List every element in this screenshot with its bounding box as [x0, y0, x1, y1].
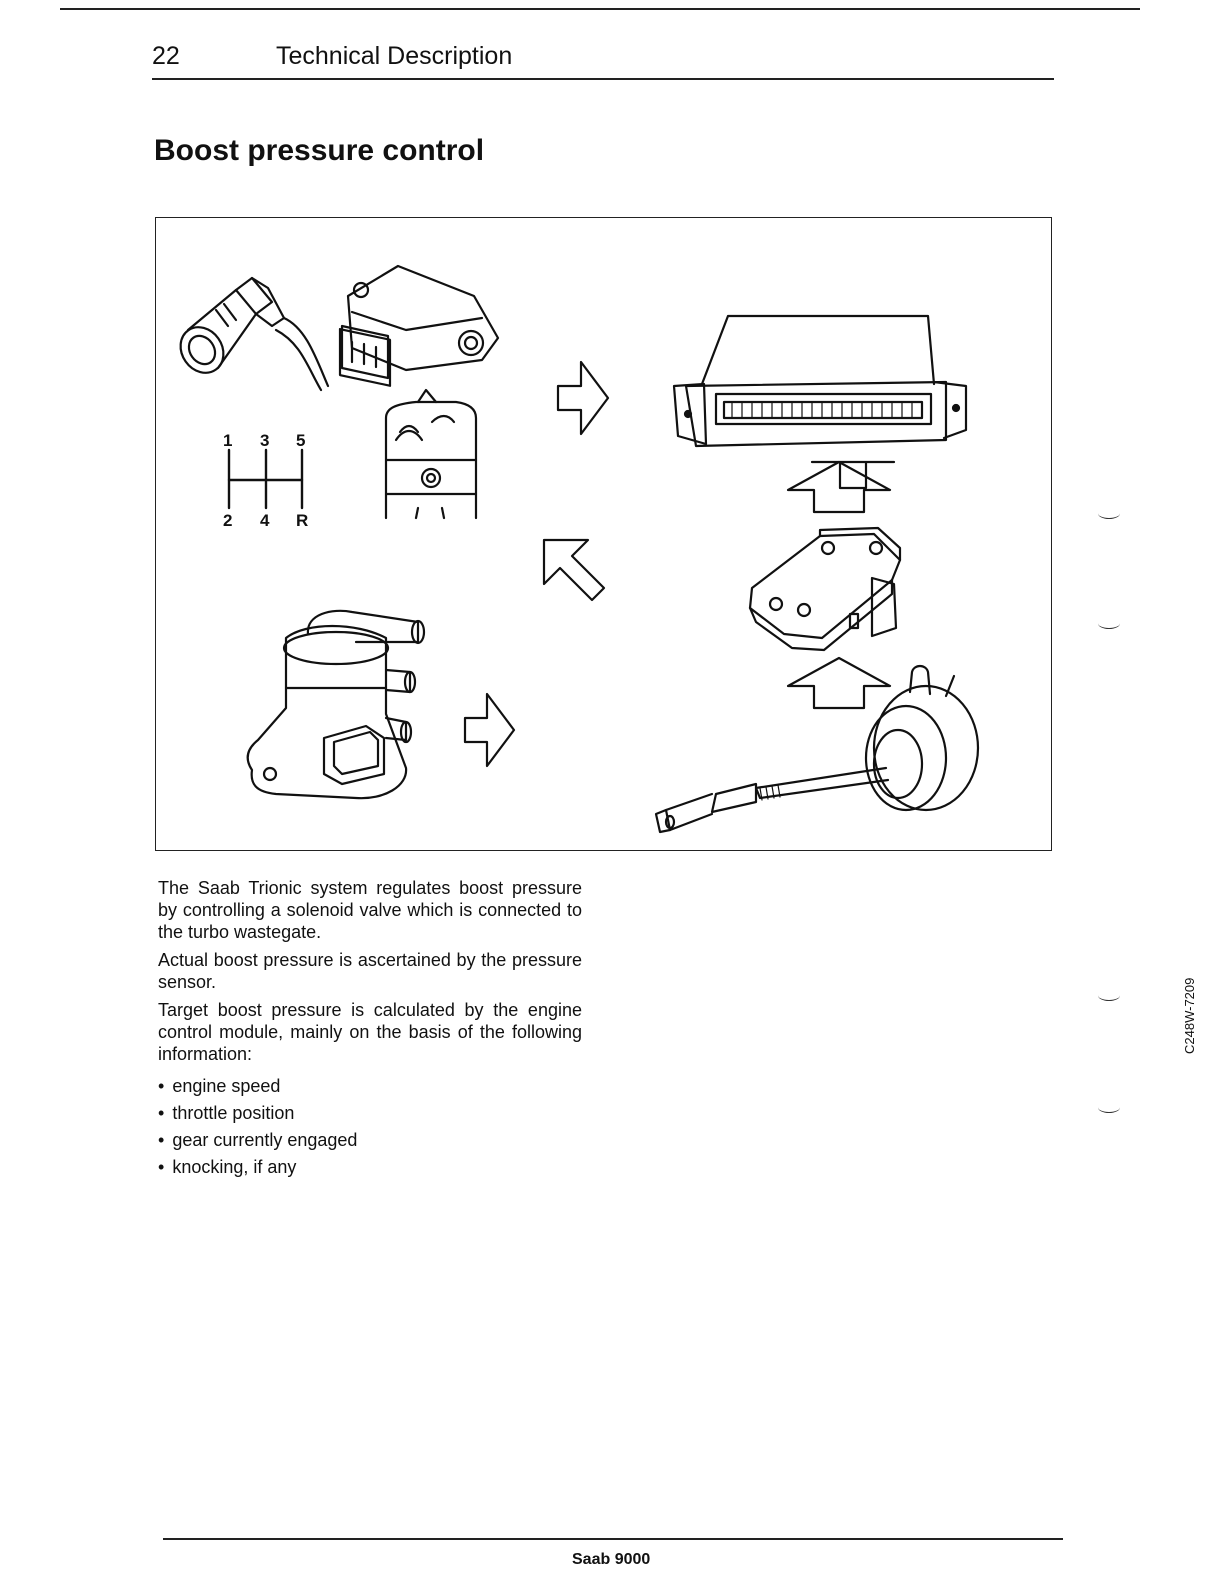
footer-model: Saab 9000 — [572, 1551, 651, 1568]
arrow-up-top — [788, 462, 894, 512]
margin-mark — [1098, 508, 1120, 519]
gear-pattern-illustration — [229, 450, 302, 508]
list-item: • engine speed — [158, 1075, 582, 1097]
engine-speed-sensor-illustration — [172, 278, 328, 390]
arrow-up-bottom — [788, 658, 890, 708]
list-item: • knocking, if any — [158, 1156, 582, 1178]
throttle-position-sensor-illustration — [340, 266, 498, 386]
figure-code: C248W-7209 — [1182, 977, 1197, 1054]
margin-mark — [1098, 990, 1120, 1001]
page-header — [152, 42, 1054, 78]
top-rule — [60, 8, 1140, 10]
margin-mark — [1098, 618, 1120, 629]
header-rule — [152, 78, 1054, 80]
footer-rule — [163, 1538, 1063, 1540]
gear-label-4: 4 — [260, 511, 270, 530]
pressure-sensor-illustration — [750, 528, 900, 650]
margin-mark — [1098, 1102, 1120, 1113]
paragraph-3: Target boost pressure is calculated by the engine control module, mainly on the basis of the following information: — [158, 1000, 582, 1064]
solenoid-valve-illustration — [248, 611, 424, 798]
page-title: Boost pressure control — [154, 134, 485, 167]
wastegate-actuator-illustration — [656, 666, 978, 832]
list-item: • throttle position — [158, 1102, 582, 1124]
gear-label-1: 1 — [223, 431, 233, 450]
paragraph-1: The Saab Trionic system regulates boost pressure by controlling a solenoid valve which is connected to the turbo wastegate. — [158, 878, 582, 942]
gear-label-2: 2 — [223, 511, 233, 530]
arrow-right-bottom — [465, 694, 514, 766]
gear-label-3: 3 — [260, 431, 270, 450]
list-item: • gear currently engaged — [158, 1129, 582, 1151]
arrow-right-top — [558, 362, 608, 434]
gear-label-5: 5 — [296, 431, 306, 450]
knock-sensor-illustration — [386, 390, 476, 518]
arrow-diagonal — [544, 540, 604, 600]
input-list — [158, 1075, 582, 1178]
paragraph-2: Actual boost pressure is ascertained by the pressure sensor. — [158, 950, 582, 992]
page-number: 22 — [152, 42, 180, 70]
section-title: Technical Description — [276, 42, 513, 70]
engine-control-module-illustration — [674, 316, 966, 446]
gear-label-r: R — [296, 511, 309, 530]
body-text — [158, 877, 582, 1183]
